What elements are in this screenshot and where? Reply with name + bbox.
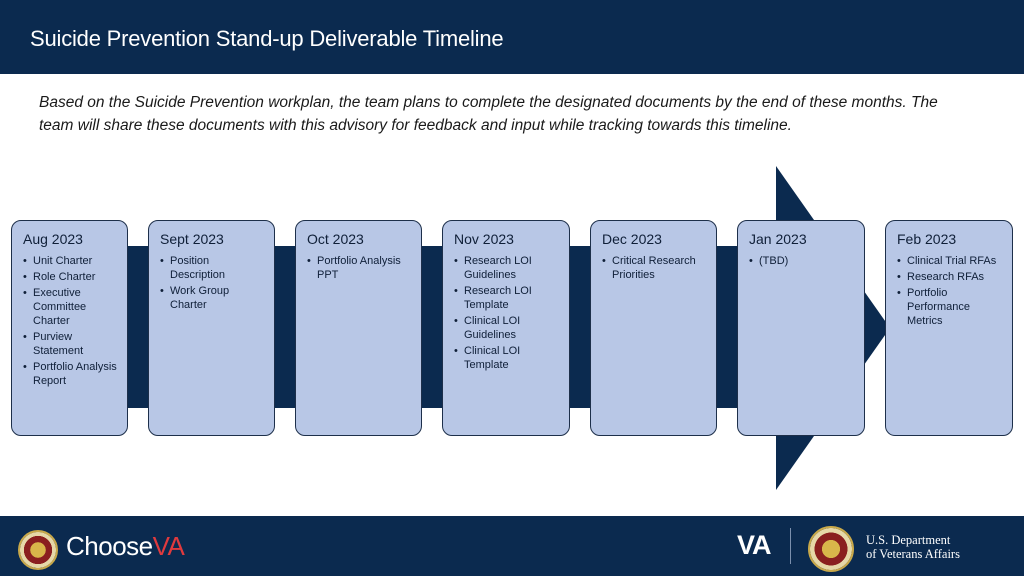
card-month: Sept 2023 — [160, 231, 224, 247]
deliverable-item: • Portfolio Analysis PPT — [307, 254, 411, 282]
timeline-card-jan-2023 — [737, 220, 865, 436]
deliverable-item: • (TBD) — [749, 254, 854, 268]
deliverable-item: • Work Group Charter — [160, 284, 264, 312]
card-month: Feb 2023 — [897, 231, 957, 247]
intro-paragraph: Based on the Suicide Prevention workplan, the team plans to complete the designated documents by the end of these months. The team will share these documents with this advisory for feedback and input while tracking towards this timeline. — [39, 94, 938, 134]
timeline-card-feb-2023 — [885, 220, 1013, 436]
department-line-2: of Veterans Affairs — [866, 547, 960, 561]
page-title: Suicide Prevention Stand-up Deliverable Timeline — [30, 26, 504, 51]
va-seal-icon — [808, 526, 854, 572]
timeline-card-oct-2023 — [295, 220, 422, 436]
deliverable-item: • Portfolio Analysis Report — [23, 360, 117, 388]
brand-prefix: Choose — [66, 531, 153, 561]
deliverable-item: • Research LOI Template — [454, 284, 559, 312]
deliverable-item: • Executive Committee Charter — [23, 286, 117, 328]
deliverable-list — [897, 254, 1002, 328]
va-seal-icon — [18, 530, 58, 570]
card-month: Dec 2023 — [602, 231, 662, 247]
deliverable-list — [307, 254, 411, 282]
deliverable-item: • Research RFAs — [897, 270, 1002, 284]
timeline-card-nov-2023 — [442, 220, 570, 436]
deliverable-item: • Unit Charter — [23, 254, 117, 268]
department-line-1: U.S. Department — [866, 533, 951, 547]
deliverable-item: • Critical Research Priorities — [602, 254, 706, 282]
footer-divider — [790, 528, 791, 564]
deliverable-item: • Clinical LOI Guidelines — [454, 314, 559, 342]
deliverable-item: • Position Description — [160, 254, 264, 282]
card-month: Oct 2023 — [307, 231, 364, 247]
va-logo: VA — [737, 530, 771, 560]
deliverable-item: • Clinical Trial RFAs — [897, 254, 1002, 268]
timeline-card-dec-2023 — [590, 220, 717, 436]
deliverable-item: • Role Charter — [23, 270, 117, 284]
department-name — [866, 533, 960, 561]
timeline-card-sept-2023 — [148, 220, 275, 436]
deliverable-list — [160, 254, 264, 312]
timeline-card-aug-2023 — [11, 220, 128, 436]
card-month: Jan 2023 — [749, 231, 807, 247]
deliverable-list — [602, 254, 706, 282]
deliverable-list — [454, 254, 559, 372]
deliverable-item: • Research LOI Guidelines — [454, 254, 559, 282]
deliverable-list — [23, 254, 117, 388]
deliverable-item: • Purview Statement — [23, 330, 117, 358]
deliverable-item: • Portfolio Performance Metrics — [897, 286, 1002, 328]
brand-suffix: VA — [152, 531, 185, 561]
choose-va-logo — [66, 531, 184, 562]
deliverable-item: • Clinical LOI Template — [454, 344, 559, 372]
deliverable-list — [749, 254, 854, 268]
card-month: Aug 2023 — [23, 231, 83, 247]
card-month: Nov 2023 — [454, 231, 514, 247]
